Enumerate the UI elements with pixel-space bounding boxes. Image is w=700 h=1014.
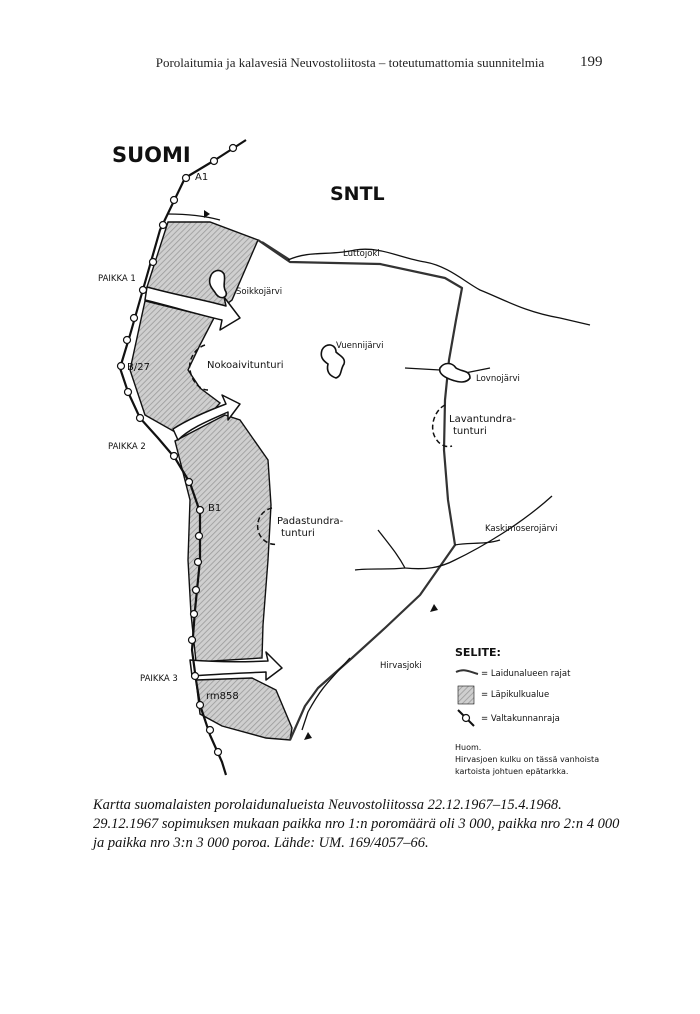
fell-lavantundra <box>433 405 452 447</box>
legend-note-line3: kartoista johtuen epätarkka. <box>455 767 569 776</box>
legend-state-border-label: = Valtakunnanraja <box>481 714 560 724</box>
river-luttojoki <box>288 249 590 325</box>
place-label-paikka2: PAIKKA 2 <box>108 442 146 452</box>
caption-line1: Kartta suomalaisten porolaidunalueista Neuvostoliitossa 22.12.1967–15.4.1968. <box>93 797 562 813</box>
pasture-border <box>258 240 462 740</box>
label-vuennijarvi: Vuennijärvi <box>336 341 384 351</box>
legend-transit-area-label: = Läpikulkualue <box>481 690 550 700</box>
rivers <box>288 249 590 730</box>
country-label-ussr: SNTL <box>330 183 385 205</box>
legend-state-border-symbol <box>458 710 474 726</box>
figure-caption <box>93 796 633 853</box>
marker-label-b1: B1 <box>208 503 222 514</box>
marker-label-b27: B/27 <box>127 362 150 373</box>
place-label-paikka1: PAIKKA 1 <box>98 274 136 284</box>
legend-note-line2: Hirvasjoen kulku on tässä vanhoista <box>455 755 600 764</box>
legend-note-line1: Huom. <box>455 743 482 752</box>
place-label-paikka3: PAIKKA 3 <box>140 674 178 684</box>
pasture-border-top-link <box>262 242 290 260</box>
river-kaskimosero-2 <box>355 568 405 570</box>
river-kaskimosero-3 <box>455 540 500 545</box>
label-lavantundra-line2: tunturi <box>453 426 487 437</box>
label-hirvasjoki: Hirvasjoki <box>380 661 422 671</box>
marker-label-a1: A1 <box>195 172 209 183</box>
label-lavantundra-line1: Lavantundra- <box>449 414 516 425</box>
label-kaskimoserojarvi: Kaskimoserojärvi <box>485 524 558 534</box>
transit-area-south <box>175 415 271 662</box>
lake-lovnojarvi <box>440 364 470 383</box>
page-number: 199 <box>580 54 603 70</box>
caption-line2: 29.12.1967 sopimuksen mukaan paikka nro 1:n poromäärä oli 3 000, paikka nro 2:n 4 000 <box>93 816 620 832</box>
label-nokoaivitunturi: Nokoaivitunturi <box>207 360 284 371</box>
river-northern-edge <box>168 214 220 220</box>
label-luttojoki: Luttojoki <box>343 249 380 259</box>
marker-label-rm858: rm858 <box>206 691 239 702</box>
label-soikkojarvi: Soikkojärvi <box>236 287 283 297</box>
caption-line3: ja paikka nro 3:n 3 000 poroa. Lähde: UM. 169/4057–66. <box>93 835 429 851</box>
label-padastundra-line1: Padastundra- <box>277 516 344 527</box>
legend-pasture-border-label: = Laidunalueen rajat <box>481 669 571 679</box>
river-hirvasjoki <box>302 658 350 730</box>
label-lovnojarvi: Lovnojärvi <box>476 374 520 384</box>
legend-pasture-border-symbol <box>456 670 478 674</box>
running-header-title: Porolaitumia ja kalavesiä Neuvostoliitosta – toteutumattomia suunnitelmia <box>155 55 545 70</box>
flow-arrow-bottom-1 <box>304 732 312 740</box>
legend-title: SELITE: <box>455 646 501 659</box>
legend <box>455 646 599 776</box>
country-label-finland: SUOMI <box>112 143 191 167</box>
legend-transit-area-symbol <box>458 686 474 704</box>
label-padastundra-line2: tunturi <box>281 528 315 539</box>
flow-arrow-bottom-2 <box>430 604 438 612</box>
